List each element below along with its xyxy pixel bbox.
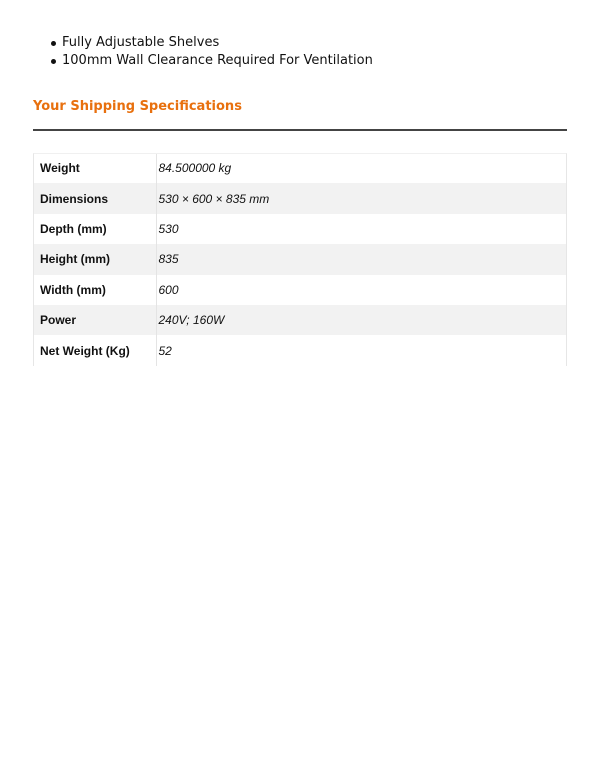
spec-label: Net Weight (Kg): [33, 335, 156, 365]
feature-text: 100mm Wall Clearance Required For Ventilation: [62, 53, 373, 68]
table-row: [33, 183, 567, 213]
section-divider: [33, 129, 567, 131]
spec-value: 530 × 600 × 835 mm: [156, 183, 567, 213]
spec-label: Dimensions: [33, 183, 156, 213]
spec-value: 52: [156, 335, 567, 365]
table-row: [33, 214, 567, 244]
spec-label: Depth (mm): [33, 214, 156, 244]
list-item: [33, 52, 373, 70]
table-row: [33, 335, 567, 365]
section-title: Your Shipping Specifications: [33, 99, 242, 114]
spec-label: Height (mm): [33, 244, 156, 274]
spec-label: Weight: [33, 153, 156, 183]
table-row: [33, 275, 567, 305]
table-row: [33, 244, 567, 274]
spec-value: 835: [156, 244, 567, 274]
spec-value: 600: [156, 275, 567, 305]
spec-label: Width (mm): [33, 275, 156, 305]
table-row: [33, 305, 567, 335]
shipping-specs-table: [33, 153, 567, 366]
bullet-icon: [51, 41, 56, 46]
table-row: [33, 153, 567, 183]
feature-text: Fully Adjustable Shelves: [62, 35, 220, 50]
spec-label: Power: [33, 305, 156, 335]
spec-value: 240V; 160W: [156, 305, 567, 335]
spec-value: 530: [156, 214, 567, 244]
feature-list: [33, 34, 373, 70]
list-item: [33, 34, 373, 52]
spec-value: 84.500000 kg: [156, 153, 567, 183]
bullet-icon: [51, 59, 56, 64]
